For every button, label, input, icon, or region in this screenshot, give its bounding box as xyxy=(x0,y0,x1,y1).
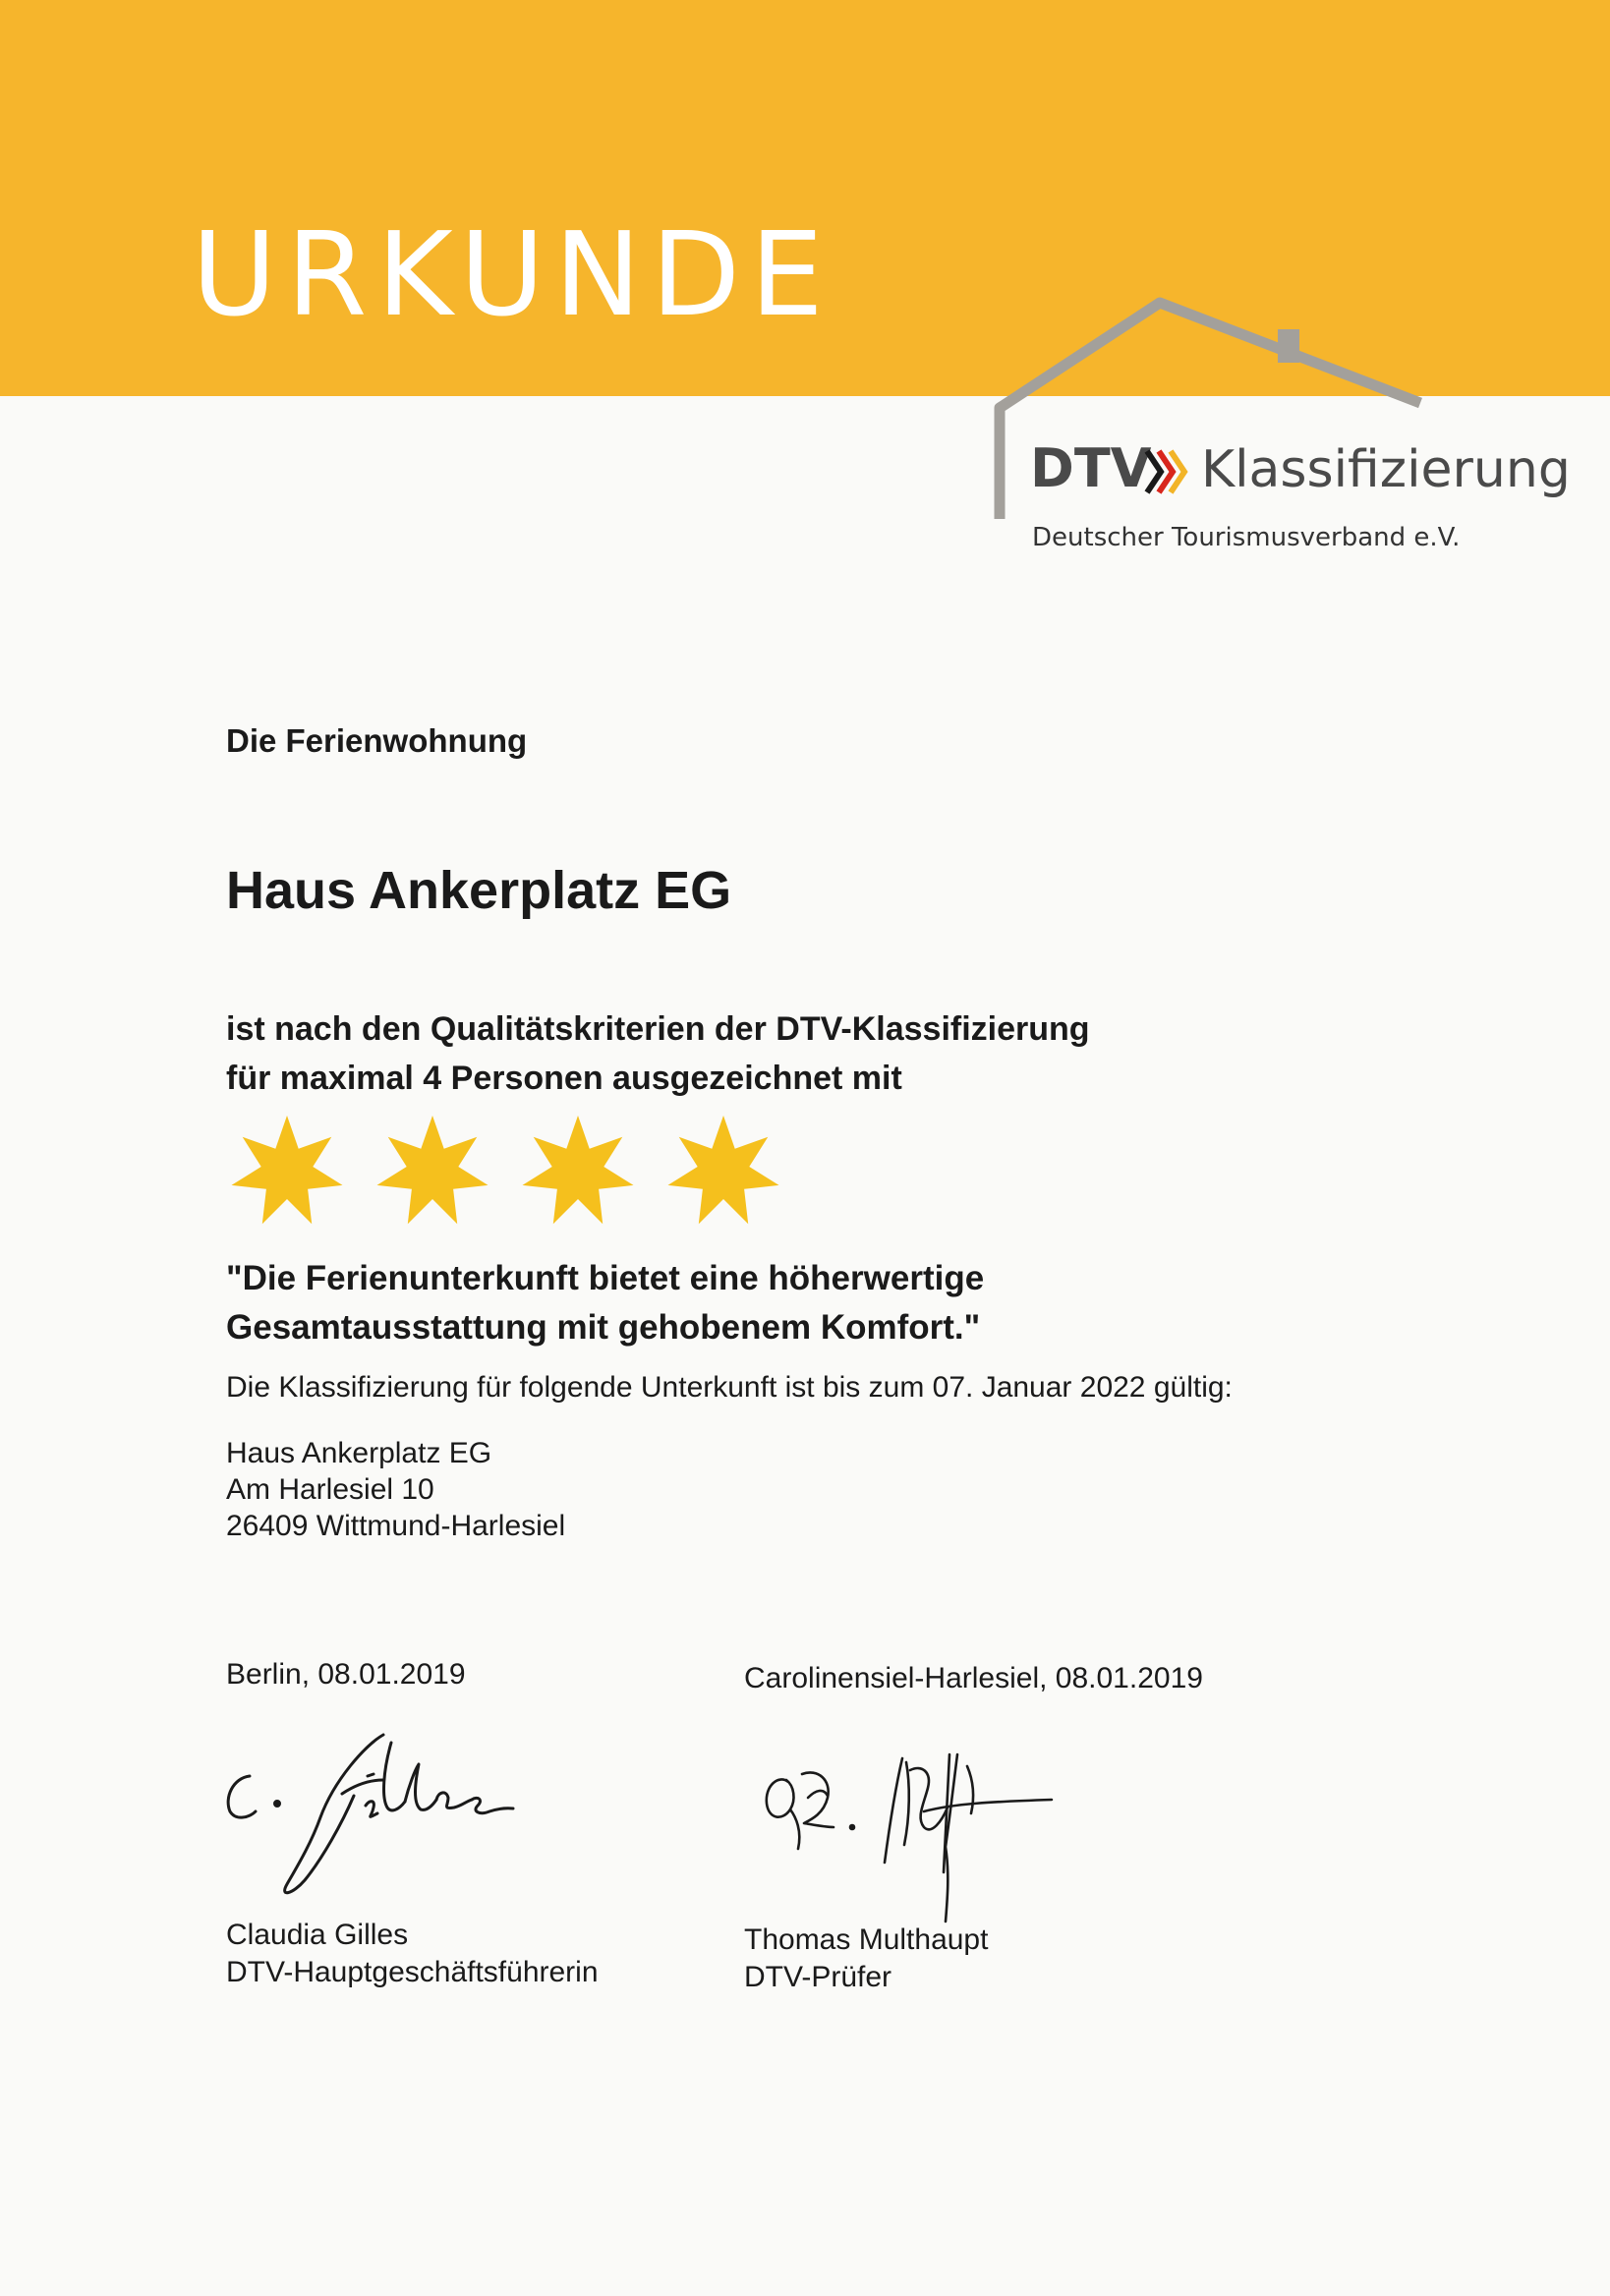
address-line-1: Haus Ankerplatz EG xyxy=(226,1437,492,1469)
qualification-text xyxy=(226,1004,1090,1103)
property-name: Haus Ankerplatz EG xyxy=(226,861,732,920)
place-date-right: Carolinensiel-Harlesiel, 08.01.2019 xyxy=(744,1662,1203,1694)
accommodation-type: Die Ferienwohnung xyxy=(226,722,528,759)
star-icon xyxy=(377,1116,489,1224)
dtv-logo-text: DTV xyxy=(1030,437,1152,499)
place-date-left: Berlin, 08.01.2019 xyxy=(226,1658,466,1691)
star-icon xyxy=(523,1116,634,1224)
quote-line-2: Gesamtausstattung mit gehobenem Komfort." xyxy=(226,1308,981,1347)
signature-right xyxy=(757,1725,1101,1931)
star-rating xyxy=(218,1109,788,1236)
quote-text xyxy=(226,1254,984,1352)
qualification-line-1: ist nach den Qualitätskriterien der DTV-Klassifizierung xyxy=(226,1010,1090,1048)
star-icon xyxy=(668,1116,779,1224)
signer-left-role: DTV-Hauptgeschäftsführerin xyxy=(226,1956,599,1988)
signer-left-name: Claudia Gilles xyxy=(226,1919,409,1951)
dtv-logo-name: Klassifizierung xyxy=(1201,440,1571,499)
signer-right xyxy=(744,1922,988,1996)
address-line-3: 26409 Wittmund-Harlesiel xyxy=(226,1510,566,1542)
quote-line-1: "Die Ferienunterkunft bietet eine höherwertige xyxy=(226,1259,985,1297)
star-icon xyxy=(232,1116,343,1224)
dtv-logo-subtitle: Deutscher Tourismusverband e.V. xyxy=(1032,523,1461,552)
qualification-line-2: für maximal 4 Personen ausgezeichnet mit xyxy=(226,1060,902,1097)
certificate-title: URKUNDE xyxy=(192,206,834,342)
dtv-arrows-icon xyxy=(1143,447,1194,496)
signer-right-name: Thomas Multhaupt xyxy=(744,1923,989,1956)
signer-left xyxy=(226,1917,599,1991)
validity-text: Die Klassifizierung für folgende Unterkunft ist bis zum 07. Januar 2022 gültig: xyxy=(226,1371,1233,1404)
address-block xyxy=(226,1435,565,1544)
signer-right-role: DTV-Prüfer xyxy=(744,1961,892,1993)
address-line-2: Am Harlesiel 10 xyxy=(226,1473,434,1506)
signature-left xyxy=(218,1715,592,1902)
header-banner xyxy=(0,0,1610,396)
